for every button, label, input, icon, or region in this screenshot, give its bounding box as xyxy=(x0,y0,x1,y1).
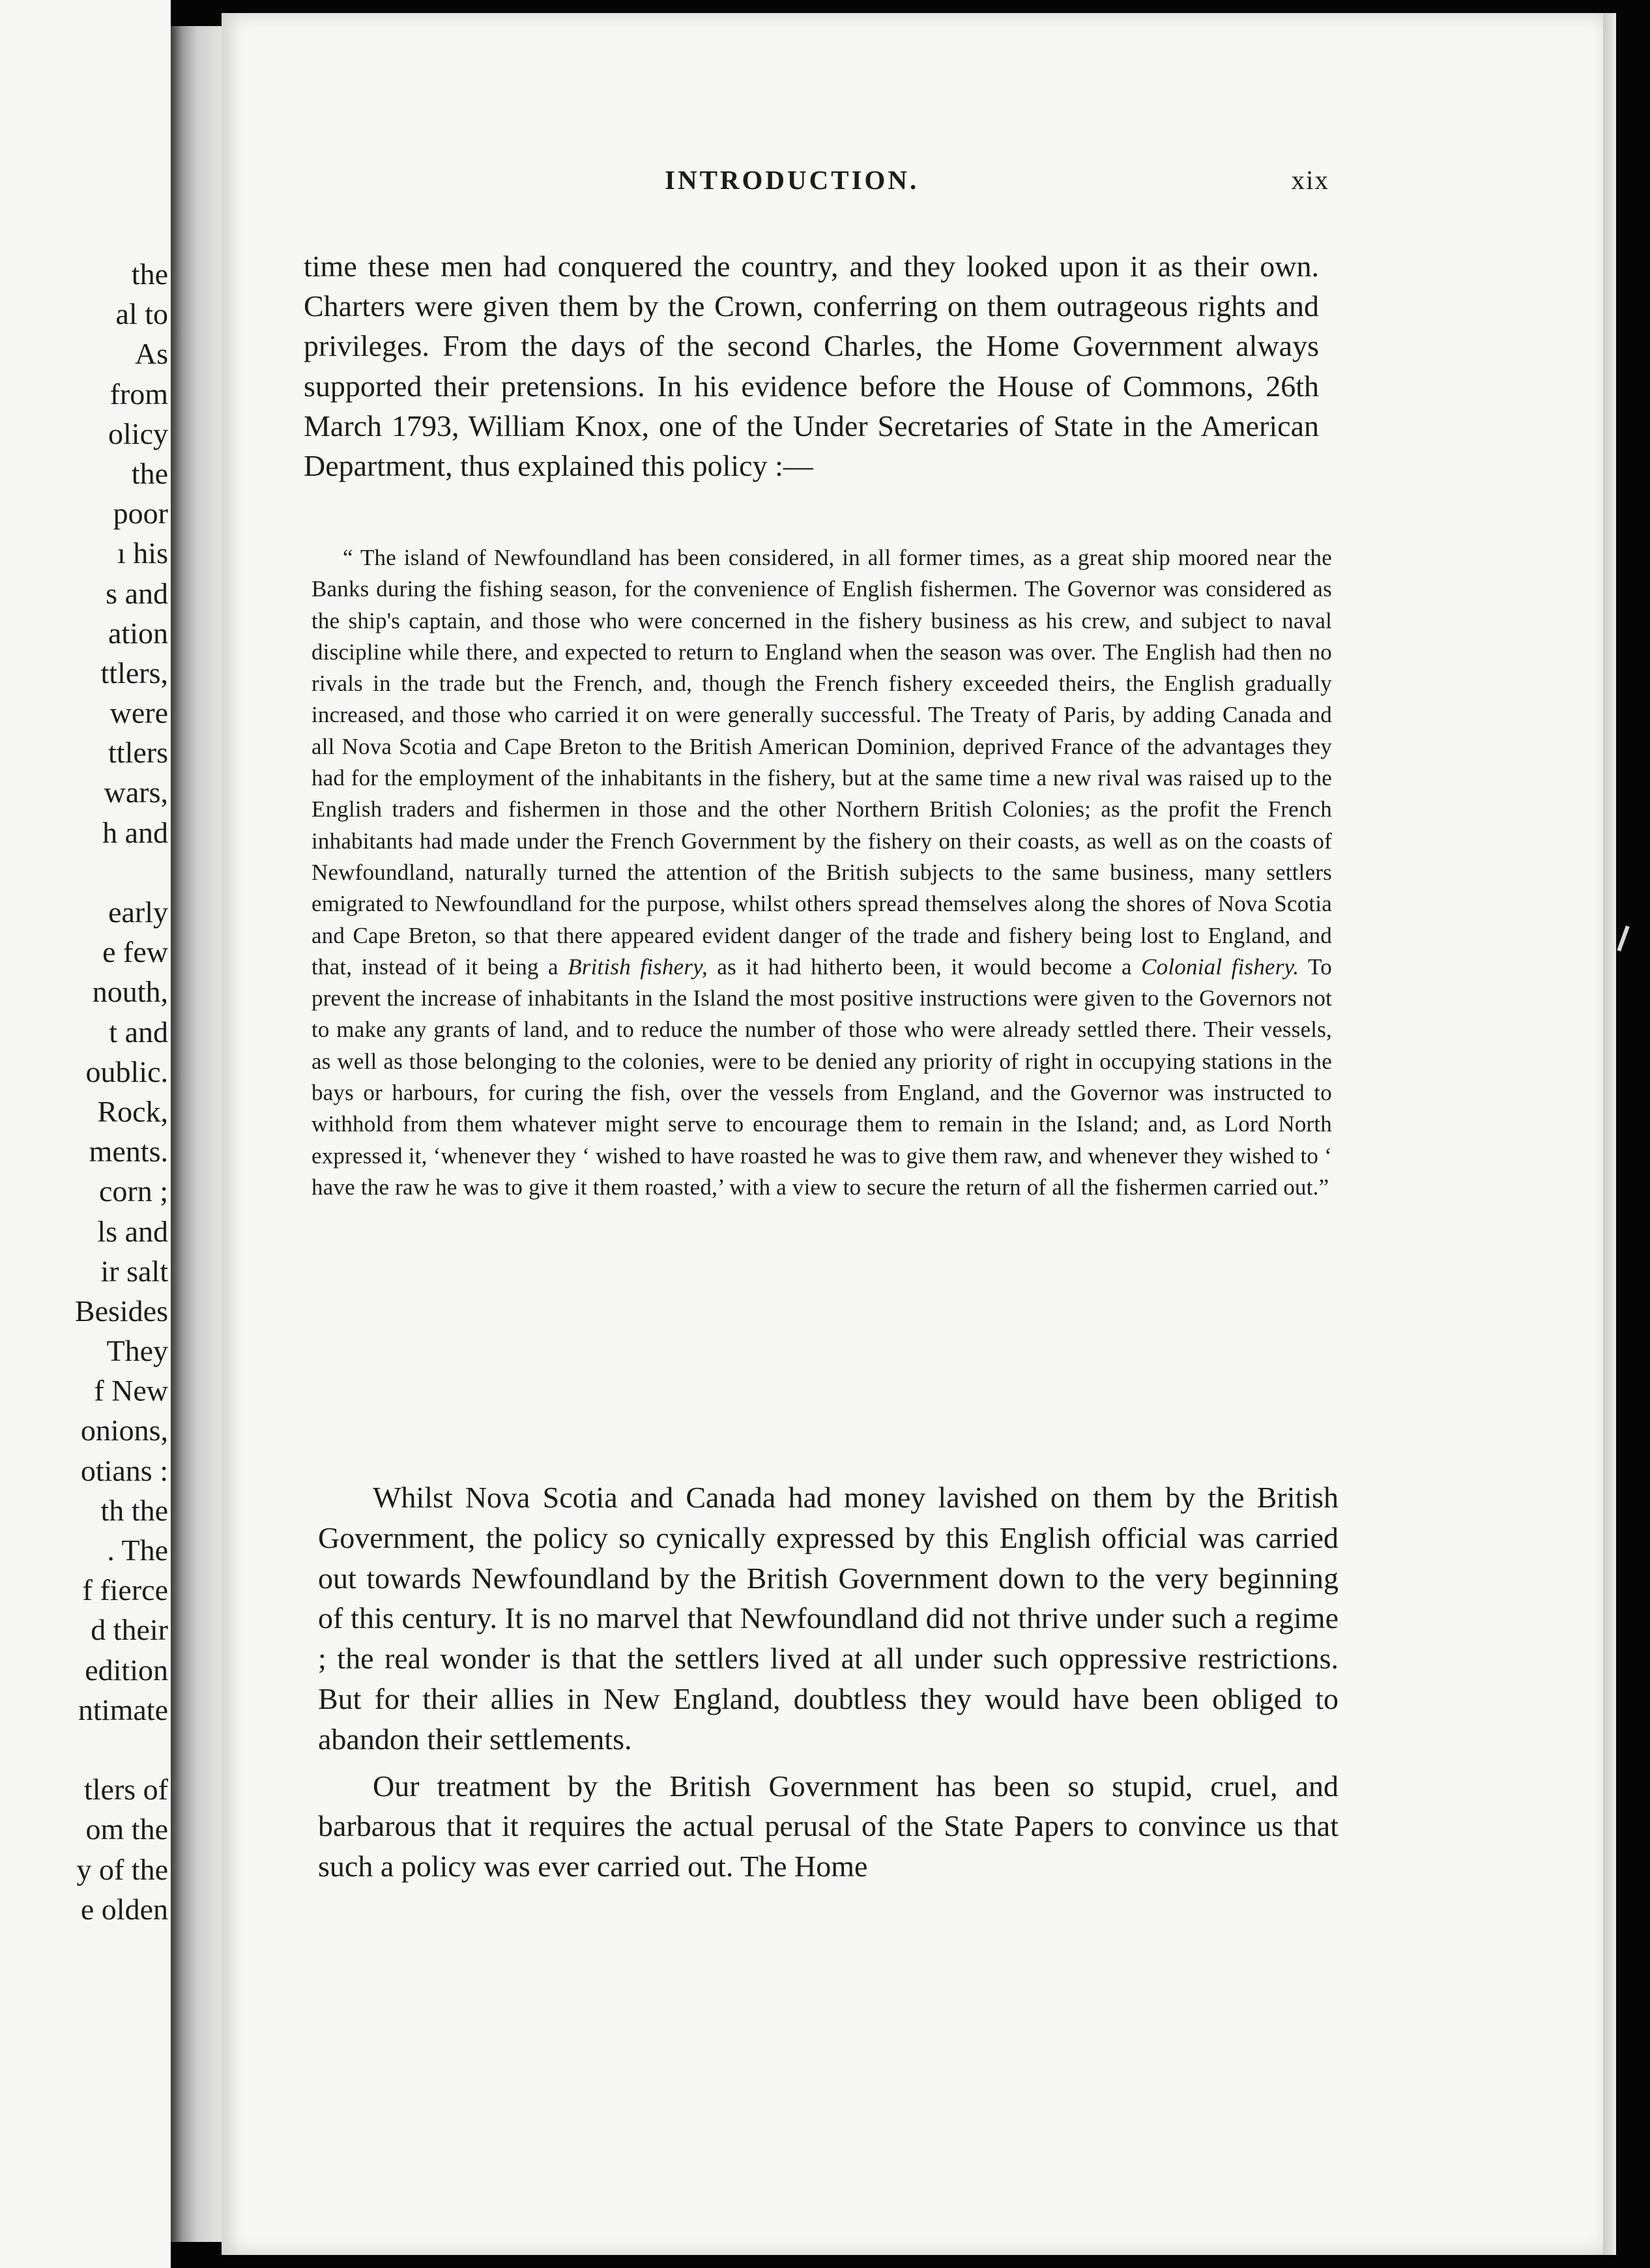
previous-page-fragment: nouth, xyxy=(92,975,168,1009)
previous-page-fragment: . The xyxy=(107,1534,168,1567)
previous-page-fragment: ntimate xyxy=(78,1693,168,1726)
book-gutter xyxy=(171,26,229,2242)
previous-page-fragment: ir salt xyxy=(100,1254,168,1288)
previous-page-fragment: e few xyxy=(102,935,168,969)
previous-page-fragment: t and xyxy=(109,1015,168,1049)
previous-page-fragment: th the xyxy=(100,1493,168,1527)
previous-page-fragment: the xyxy=(131,456,168,490)
previous-page-fragment: s and xyxy=(106,576,168,610)
quotation-paragraph xyxy=(311,542,1332,1203)
quotation-part-1: “ The island of Newfoundland has been considered, in all former times, as a great ship moored near the Banks during the fishing season, for the convenience of English fishermen. The Governor was considered as the ship's captain, and those who were concerned in the fishery business as his crew, and subject to naval discipline while there, and expected to return to England when the season was over. The English had then no rivals in the trade but the French, and, though the French fishery exceeded theirs, the English gradually increased, and those who carried it on were generally successful. The Treaty of Paris, by adding Canada and all Nova Scotia and Cape Breton to the British American Dominion, deprived France of the advantages they had for the employment of the inhabitants in the fishery, but at the same time a new rival was raised up to the English traders and fishermen in those and the other Northern British Colonies; as the profit the French inhabitants had made under the French Government by the fishery on their coasts, as well as on the coasts of Newfoundland, naturally turned the attention of the British subjects to the same business, many settlers emigrated to Newfoundland for the purpose, whilst others spread themselves along the shores of Nova Scotia and Cape Breton, so that there appeared evident danger of the trade and fishery being lost to England, and that, instead of it being a xyxy=(311,545,1332,980)
previous-page-fragment: f New xyxy=(94,1374,168,1408)
block-quotation xyxy=(311,542,1332,1203)
previous-page-fragment: olicy xyxy=(108,416,168,450)
previous-page-fragment: tlers of xyxy=(83,1773,168,1807)
previous-page-fragment: early xyxy=(108,895,168,929)
previous-page-fragment: Rock, xyxy=(97,1094,168,1128)
previous-page-fragment xyxy=(0,852,168,892)
previous-page xyxy=(0,0,171,2268)
previous-page-fragment: edition xyxy=(85,1653,168,1687)
quotation-italic-2: Colonial fishery. xyxy=(1141,953,1299,980)
previous-page-fragment: f fierce xyxy=(82,1573,168,1607)
closing-paragraphs xyxy=(318,1477,1339,1893)
previous-page-fragment: As xyxy=(134,337,168,371)
previous-page-fragment: wars, xyxy=(104,776,168,809)
previous-page-fragment: ls and xyxy=(97,1214,168,1248)
previous-page-fragment xyxy=(0,1730,168,1769)
previous-page-fragment: ttlers xyxy=(108,736,168,770)
previous-page-fragment: om the xyxy=(85,1812,168,1846)
previous-page-fragments xyxy=(0,254,168,1929)
previous-page-fragment: onions, xyxy=(80,1414,168,1447)
previous-page-fragment: ı his xyxy=(117,536,168,570)
previous-page-fragment: the xyxy=(131,257,168,291)
previous-page-fragment: d their xyxy=(91,1613,168,1647)
page-number: xix xyxy=(1291,165,1329,195)
page-edge xyxy=(1603,13,1616,2255)
previous-page-fragment: They xyxy=(106,1334,168,1368)
previous-page-fragment: h and xyxy=(102,815,168,849)
previous-page-fragment: y of the xyxy=(76,1852,168,1886)
quotation-italic-1: British fishery, xyxy=(568,953,708,980)
quotation-part-2: as it had hitherto been, it would become a xyxy=(717,953,1132,980)
previous-page-fragment: ation xyxy=(108,616,168,650)
paragraph-3: Our treatment by the British Government has been so stupid, cruel, and barbarous that it requires the actual perusal of the State Papers to convince us that such a policy was ever carried out. The Home xyxy=(318,1769,1339,1883)
opening-paragraph-block xyxy=(304,246,1319,486)
previous-page-fragment: otians : xyxy=(80,1453,168,1487)
previous-page-fragment: poor xyxy=(113,497,168,531)
previous-page-fragment: ttlers, xyxy=(100,656,168,690)
paragraph-2: Whilst Nova Scotia and Canada had money lavished on them by the British Government, the policy so cynically expressed by this English official was carried out towards Newfoundland by the British Government down to the very beginning of this century. It is no marvel that Newfoundland did not thrive under such a regime ; the real wonder is that the settlers lived at all under such oppressive restrictions. But for their allies in New England, doubtless they would have been obliged to abandon their settlements. xyxy=(318,1481,1339,1756)
previous-page-fragment: were xyxy=(109,696,168,730)
quotation-part-3: To prevent the increase of inhabitants in the Island the most positive instructions were given to the Governors not to make any grants of land, and to reduce the number of those who were already settled there. Their vessels, as well as those belonging to the colonies, were to be denied any priority of right in occupying stations in the bays or harbours, for curing the fish, over the vessels from England, and the Governor was instructed to withhold from them whatever might serve to encourage them to remain in the Island; and, as Lord North expressed it, ‘whenever they ‘ wished to have roasted he was to give them raw, and whenever they wished to ‘ have the raw he was to give it them roasted,’ with a view to secure the return of all the fishermen carried out.” xyxy=(311,953,1332,1200)
running-title: INTRODUCTION. xyxy=(665,165,919,195)
previous-page-fragment: ments. xyxy=(89,1135,168,1169)
previous-page-fragment: from xyxy=(109,377,168,411)
previous-page-fragment: oublic. xyxy=(85,1054,168,1088)
previous-page-fragment: e olden xyxy=(80,1892,168,1926)
previous-page-fragment: corn ; xyxy=(98,1174,168,1208)
opening-paragraph: time these men had conquered the country, and they looked upon it as their own. Charters were given them by the Crown, conferring on them outrageous rights and privileges. From the days of the second Charles, the Home Government always supported their pretensions. In his evidence before the House of Commons, 26th March 1793, William Knox, one of the Under Secretaries of State in the American Department, thus explained this policy :— xyxy=(304,250,1319,483)
page-mark xyxy=(1617,925,1629,952)
previous-page-fragment: Besides xyxy=(74,1294,168,1328)
previous-page-fragment: al to xyxy=(115,297,168,331)
page-header xyxy=(665,164,1342,203)
